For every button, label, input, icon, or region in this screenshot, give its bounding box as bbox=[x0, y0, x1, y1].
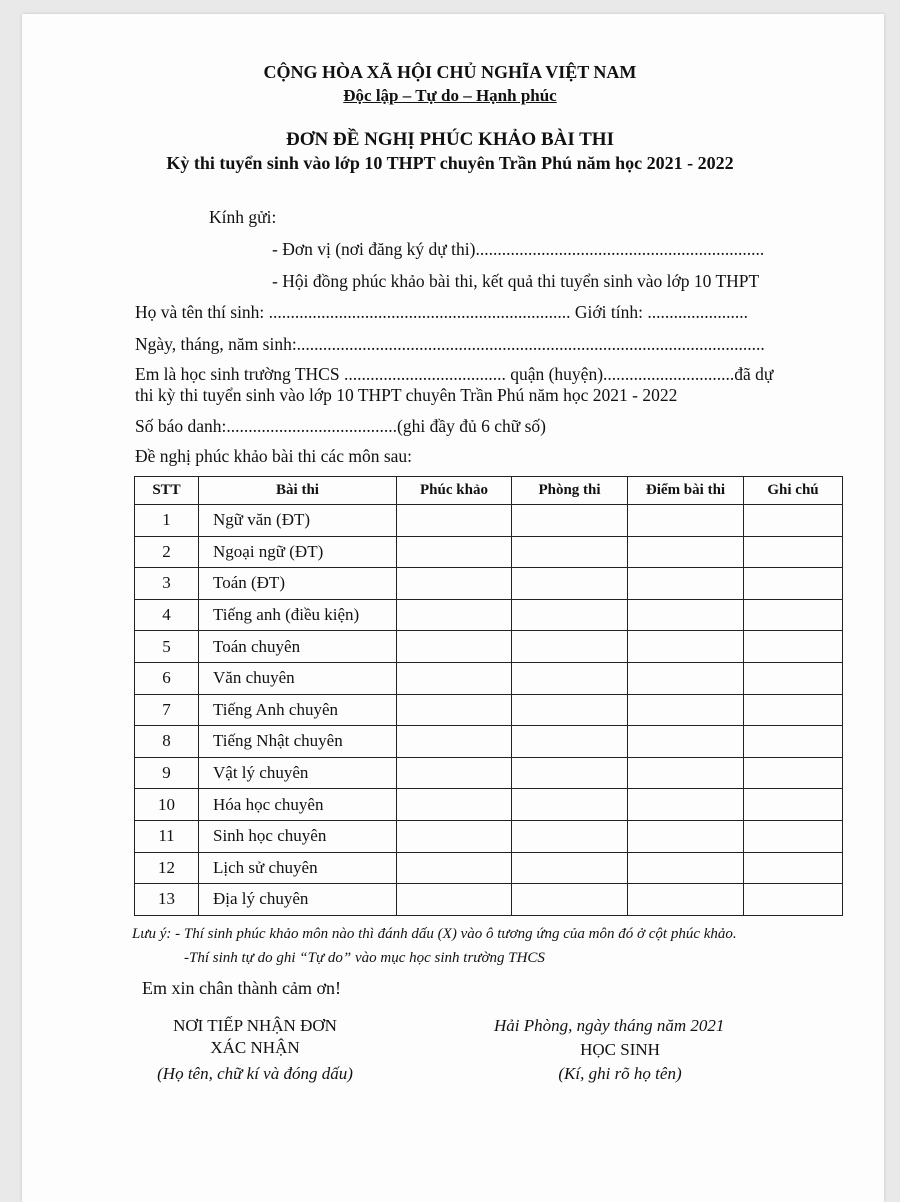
score-cell[interactable] bbox=[628, 631, 744, 663]
review-cell[interactable] bbox=[397, 694, 512, 726]
school-line: Em là học sinh trường THCS ..................................... quận (huyện)..............................đã dự bbox=[135, 364, 774, 384]
review-cell[interactable] bbox=[397, 852, 512, 884]
row-stt: 9 bbox=[135, 757, 199, 789]
table-row bbox=[135, 820, 843, 852]
place-date-line: Hải Phòng, ngày tháng năm 2021 bbox=[494, 1016, 725, 1035]
note-cell[interactable] bbox=[744, 852, 843, 884]
room-cell[interactable] bbox=[512, 757, 628, 789]
receiver-title: NƠI TIẾP NHẬN ĐƠN bbox=[173, 1016, 337, 1035]
date-of-birth-line: Ngày, tháng, năm sinh:........................................................................................................... bbox=[135, 334, 765, 354]
note-cell[interactable] bbox=[744, 599, 843, 631]
row-subject: Lịch sử chuyên bbox=[199, 852, 397, 884]
review-cell[interactable] bbox=[397, 536, 512, 568]
student-title: HỌC SINH bbox=[580, 1040, 660, 1059]
room-cell[interactable] bbox=[512, 694, 628, 726]
table-row bbox=[135, 568, 843, 600]
student-hint: (Kí, ghi rõ họ tên) bbox=[558, 1064, 682, 1083]
col-header-subject: Bài thi bbox=[199, 477, 397, 505]
note-cell[interactable] bbox=[744, 757, 843, 789]
note-cell[interactable] bbox=[744, 505, 843, 537]
row-stt: 3 bbox=[135, 568, 199, 600]
score-cell[interactable] bbox=[628, 599, 744, 631]
table-row bbox=[135, 694, 843, 726]
row-stt: 5 bbox=[135, 631, 199, 663]
row-stt: 4 bbox=[135, 599, 199, 631]
row-subject: Tiếng Nhật chuyên bbox=[199, 726, 397, 758]
receiver-hint: (Họ tên, chữ kí và đóng dấu) bbox=[157, 1064, 353, 1083]
row-subject: Ngoại ngữ (ĐT) bbox=[199, 536, 397, 568]
row-stt: 7 bbox=[135, 694, 199, 726]
row-subject: Tiếng anh (điều kiện) bbox=[199, 599, 397, 631]
room-cell[interactable] bbox=[512, 884, 628, 916]
score-cell[interactable] bbox=[628, 820, 744, 852]
row-subject: Hóa học chuyên bbox=[199, 789, 397, 821]
row-stt: 8 bbox=[135, 726, 199, 758]
note-cell[interactable] bbox=[744, 568, 843, 600]
table-row bbox=[135, 852, 843, 884]
score-cell[interactable] bbox=[628, 852, 744, 884]
row-subject: Ngữ văn (ĐT) bbox=[199, 505, 397, 537]
note-mark-review: Lưu ý: - Thí sinh phúc khảo môn nào thì đánh dấu (X) vào ô tương ứng của môn đó ở cột phúc khảo. bbox=[132, 926, 737, 942]
row-subject: Địa lý chuyên bbox=[199, 884, 397, 916]
room-cell[interactable] bbox=[512, 631, 628, 663]
review-cell[interactable] bbox=[397, 505, 512, 537]
col-header-score: Điểm bài thi bbox=[628, 477, 744, 505]
review-cell[interactable] bbox=[397, 726, 512, 758]
room-cell[interactable] bbox=[512, 599, 628, 631]
note-cell[interactable] bbox=[744, 662, 843, 694]
national-motto bbox=[0, 86, 900, 106]
motto-text: Độc lập – Tự do – Hạnh phúc bbox=[343, 86, 557, 105]
score-cell[interactable] bbox=[628, 694, 744, 726]
candidate-number-line: Số báo danh:.......................................(ghi đầy đủ 6 chữ số) bbox=[135, 416, 546, 436]
note-free-candidate: -Thí sinh tự do ghi “Tự do” vào mục học sinh trường THCS bbox=[184, 950, 545, 966]
form-subtitle: Kỳ thi tuyển sinh vào lớp 10 THPT chuyên Trần Phú năm học 2021 - 2022 bbox=[166, 153, 734, 173]
row-stt: 10 bbox=[135, 789, 199, 821]
row-stt: 13 bbox=[135, 884, 199, 916]
note-cell[interactable] bbox=[744, 820, 843, 852]
review-cell[interactable] bbox=[397, 789, 512, 821]
room-cell[interactable] bbox=[512, 852, 628, 884]
note-cell[interactable] bbox=[744, 631, 843, 663]
table-row bbox=[135, 505, 843, 537]
note-cell[interactable] bbox=[744, 694, 843, 726]
receiver-confirm: XÁC NHẬN bbox=[210, 1038, 300, 1057]
exam-line: thi kỳ thi tuyển sinh vào lớp 10 THPT chuyên Trần Phú năm học 2021 - 2022 bbox=[135, 385, 678, 405]
room-cell[interactable] bbox=[512, 662, 628, 694]
score-cell[interactable] bbox=[628, 757, 744, 789]
table-row bbox=[135, 757, 843, 789]
table-row bbox=[135, 726, 843, 758]
room-cell[interactable] bbox=[512, 820, 628, 852]
row-subject: Sinh học chuyên bbox=[199, 820, 397, 852]
note-cell[interactable] bbox=[744, 536, 843, 568]
review-cell[interactable] bbox=[397, 662, 512, 694]
note-cell[interactable] bbox=[744, 789, 843, 821]
score-cell[interactable] bbox=[628, 726, 744, 758]
row-stt: 6 bbox=[135, 662, 199, 694]
room-cell[interactable] bbox=[512, 789, 628, 821]
row-stt: 1 bbox=[135, 505, 199, 537]
row-subject: Toán (ĐT) bbox=[199, 568, 397, 600]
table-row bbox=[135, 884, 843, 916]
table-row bbox=[135, 662, 843, 694]
col-header-note: Ghi chú bbox=[744, 477, 843, 505]
table-row bbox=[135, 789, 843, 821]
table-row bbox=[135, 536, 843, 568]
table-header-row bbox=[135, 477, 843, 505]
col-header-room: Phòng thi bbox=[512, 477, 628, 505]
thanks-line: Em xin chân thành cảm ơn! bbox=[142, 978, 341, 998]
score-cell[interactable] bbox=[628, 568, 744, 600]
note-cell[interactable] bbox=[744, 726, 843, 758]
form-title: ĐƠN ĐỀ NGHỊ PHÚC KHẢO BÀI THI bbox=[286, 129, 614, 150]
row-subject: Toán chuyên bbox=[199, 631, 397, 663]
note-cell[interactable] bbox=[744, 884, 843, 916]
row-stt: 11 bbox=[135, 820, 199, 852]
table-row bbox=[135, 599, 843, 631]
request-line: Đề nghị phúc khảo bài thi các môn sau: bbox=[135, 446, 413, 466]
row-stt: 2 bbox=[135, 536, 199, 568]
review-cell[interactable] bbox=[397, 631, 512, 663]
score-cell[interactable] bbox=[628, 662, 744, 694]
room-cell[interactable] bbox=[512, 726, 628, 758]
table-row bbox=[135, 631, 843, 663]
recipient-unit: - Đơn vị (nơi đăng ký dự thi).................................................................. bbox=[272, 239, 765, 259]
score-cell[interactable] bbox=[628, 884, 744, 916]
room-cell[interactable] bbox=[512, 536, 628, 568]
row-subject: Vật lý chuyên bbox=[199, 757, 397, 789]
row-subject: Văn chuyên bbox=[199, 662, 397, 694]
review-cell[interactable] bbox=[397, 757, 512, 789]
review-cell[interactable] bbox=[397, 599, 512, 631]
review-cell[interactable] bbox=[397, 820, 512, 852]
score-cell[interactable] bbox=[628, 789, 744, 821]
score-cell[interactable] bbox=[628, 505, 744, 537]
row-stt: 12 bbox=[135, 852, 199, 884]
col-header-stt: STT bbox=[135, 477, 199, 505]
review-cell[interactable] bbox=[397, 884, 512, 916]
room-cell[interactable] bbox=[512, 505, 628, 537]
candidate-name-line: Họ và tên thí sinh: ..................................................................... Giới tính: ....................... bbox=[135, 302, 748, 322]
score-cell[interactable] bbox=[628, 536, 744, 568]
national-title: CỘNG HÒA XÃ HỘI CHỦ NGHĨA VIỆT NAM bbox=[263, 62, 637, 82]
row-subject: Tiếng Anh chuyên bbox=[199, 694, 397, 726]
room-cell[interactable] bbox=[512, 568, 628, 600]
greeting: Kính gửi: bbox=[209, 207, 277, 227]
subjects-table bbox=[134, 476, 843, 916]
col-header-review: Phúc khảo bbox=[397, 477, 512, 505]
review-cell[interactable] bbox=[397, 568, 512, 600]
recipient-council: - Hội đồng phúc khảo bài thi, kết quả thi tuyển sinh vào lớp 10 THPT bbox=[272, 271, 760, 291]
